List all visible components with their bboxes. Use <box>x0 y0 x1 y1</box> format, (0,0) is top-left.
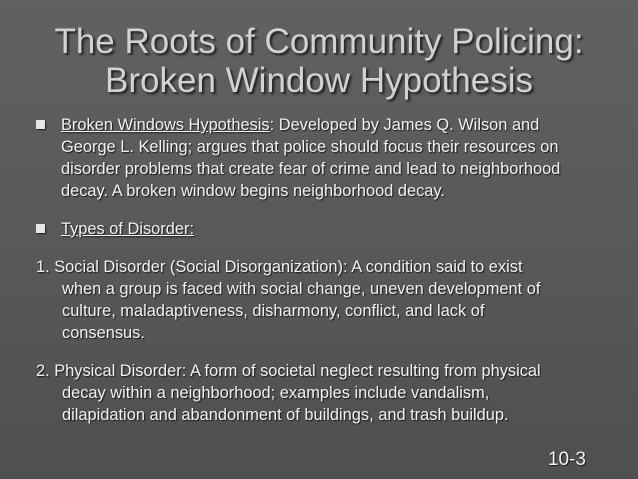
square-bullet-icon <box>36 120 45 129</box>
item-physical-disorder: 2. Physical Disorder: A form of societal neglect resulting from physical decay within a neighborhood; examples include vandalism, dilapidation and abandonment of buildings, and trash buildup. <box>36 362 541 424</box>
bullet-description: : Developed by James Q. Wilson and George L. Kelling; argues that police should focus their resources on disorder problems that create fear of crime and lead to neighborhood decay. A broken window begins neighborhood decay. <box>61 116 561 200</box>
slide-title <box>20 22 618 100</box>
bullet-broken-windows <box>0 114 589 202</box>
bullet-term-link[interactable]: Types of Disorder: <box>61 220 194 238</box>
slide-body <box>0 114 620 426</box>
slide-number: 10-3 <box>547 449 586 470</box>
title-line-2: Broken Window Hypothesis <box>105 61 533 100</box>
bullet-types-of-disorder <box>0 218 620 240</box>
bullet-term-link[interactable]: Broken Windows Hypothesis <box>61 116 270 134</box>
item-social-disorder: 1. Social Disorder (Social Disorganization): A condition said to exist when a group is faced with social change, uneven development of culture, maladaptiveness, disharmony, conflict, and lack of consensus. <box>36 258 541 342</box>
square-bullet-icon <box>36 224 45 233</box>
title-line-1: The Roots of Community Policing: <box>54 22 584 61</box>
